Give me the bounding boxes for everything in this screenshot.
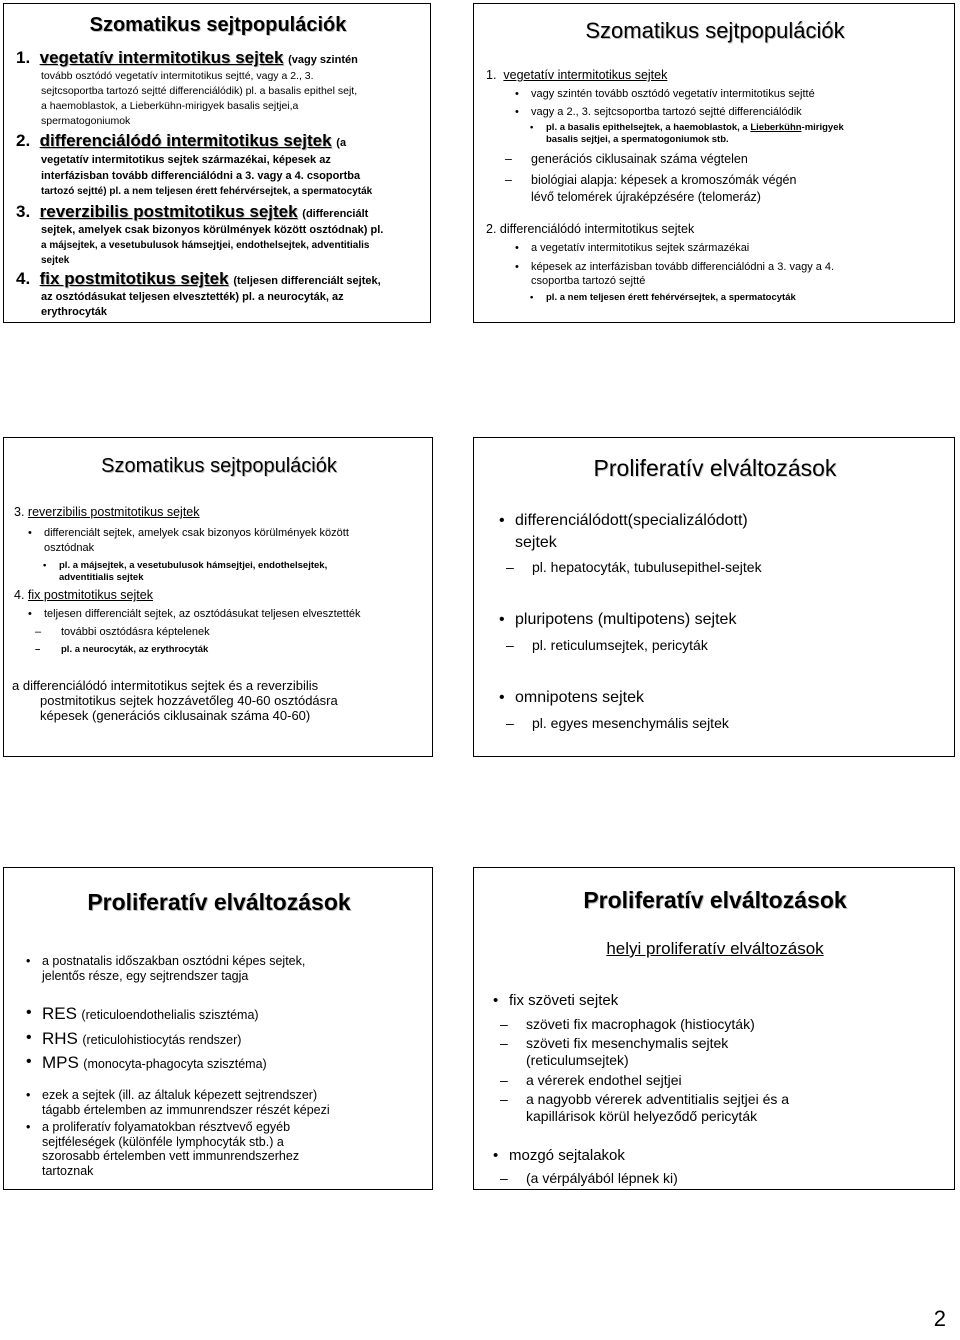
item-heading: reverzibilis postmitotikus sejtek (39, 202, 298, 221)
slide-4 (473, 437, 955, 757)
item-description (41, 69, 357, 129)
text-line: – a nagyobb vérerek adventitialis sejtjei és a (526, 1091, 790, 1107)
text-line: sejtféleségek (különféle lymphocyták stb.) a (42, 1134, 284, 1149)
list-item-3 (16, 202, 368, 222)
slide-title: Proliferatív elváltozások (87, 889, 351, 915)
slide-1 (3, 3, 431, 323)
list-item-2 (16, 131, 346, 151)
text-line: • a proliferatív folyamatokban résztvevő egyéb (42, 1120, 291, 1134)
slide-5 (3, 867, 433, 1190)
dash-item: – további osztódásra képtelenek (61, 626, 210, 638)
text-line: a differenciálódó intermitotikus sejtek és a reverzibilis (12, 678, 319, 693)
item-heading: reverzibilis postmitotikus sejtek (27, 505, 200, 519)
lieberkuhn-link[interactable]: Lieberkühn (750, 122, 802, 133)
dash-item (526, 1091, 789, 1125)
bullet-item: • vagy szintén tovább osztódó vegetatív intermitotikus sejtté (531, 88, 815, 100)
text-line: tartozó sejtté) pl. a nem teljesen érett fehérvérsejtek, a spermatocyták (41, 186, 373, 197)
text-line: (reticuloendothelialis szisztéma) (81, 1008, 259, 1022)
bullet-item (42, 1053, 267, 1073)
dash-item (526, 1035, 728, 1069)
bullet-item: • pl. a nem teljesen érett fehérvérsejtek, a spermatocyták (546, 292, 796, 303)
text-line: – szöveti fix mesenchymalis sejtek (526, 1035, 729, 1051)
text-line: – biológiai alapja: képesek a kromoszómák végén (531, 173, 797, 187)
text-line: -mirigyek (801, 122, 844, 133)
text-line: • a postnatalis időszakban osztódni képes sejtek, (42, 954, 306, 968)
dash-item: – (a vérpályából lépnek ki) (526, 1170, 678, 1186)
text-line: postmitotikus sejtek hozzávetőleg 40-60 osztódásra (40, 693, 338, 708)
text-line: sejtcsoportba tartozó sejtté differenciálódik) pl. a basalis epithel sejt, (41, 85, 358, 97)
slide-subtitle: helyi proliferatív elváltozások (606, 939, 824, 958)
item-heading: vegetatív intermitotikus sejtek (39, 48, 284, 67)
item-number: 4. (14, 588, 25, 602)
text-line: tágabb értelemben az immunrendszer részét képezi (42, 1103, 330, 1117)
text-line: spermatogoniumok (41, 115, 131, 127)
item-number: 3. (14, 505, 25, 519)
item-heading: vegetatív intermitotikus sejtek (503, 68, 668, 82)
bullet-item (546, 122, 844, 146)
slide-6 (473, 867, 955, 1190)
item-description (41, 290, 344, 320)
dash-item: – generációs ciklusainak száma végtelen (531, 152, 748, 166)
text-line: adventitialis sejtek (59, 572, 144, 583)
slide-title: Szomatikus sejtpopulációk (89, 14, 347, 36)
slide-title: Proliferatív elváltozások (583, 887, 847, 913)
item-number: 3. (16, 202, 31, 221)
text-line: interfázisban tovább differenciálódni a 3. vagy a 4. csoportba (41, 170, 361, 182)
dash-item (531, 172, 796, 206)
bullet-item (42, 1120, 299, 1178)
text-line: (reticulohistiocytás rendszer) (82, 1033, 242, 1047)
bullet-item (531, 260, 834, 288)
bullet-item (42, 954, 305, 984)
bullet-item (42, 1029, 241, 1049)
text-line: • képesek az interfázisban tovább differenciálódni a 3. vagy a 4. (531, 261, 835, 273)
item-number: 1. (16, 48, 31, 67)
item-number: 2. (16, 131, 31, 150)
abbr-res: RES (42, 1004, 77, 1023)
text-line: lévő telomérek újraképzésére (telomeráz) (531, 190, 761, 204)
abbr-rhs: RHS (42, 1029, 78, 1048)
text-line: tartoznak (42, 1163, 94, 1178)
text-line: sejtek (41, 255, 70, 266)
text-line: kapillárisok körül helyeződő pericyták (526, 1108, 758, 1124)
bullet-item: • vagy a 2., 3. sejtcsoportba tartozó sejtté differenciálódik (531, 106, 802, 118)
item-text: (teljesen differenciált sejtek, (233, 275, 381, 287)
text-line: • differenciált sejtek, amelyek csak bizonyos körülmények között (44, 527, 349, 539)
item-description (41, 152, 372, 200)
section-heading: 2. differenciálódó intermitotikus sejtek (486, 222, 695, 236)
section-heading (14, 588, 153, 602)
page-number: 2 (933, 1306, 946, 1331)
text-line: basalis sejtjei, a spermatogoniumok stb. (546, 134, 729, 145)
dash-item: – szöveti fix macrophagok (histiocyták) (526, 1016, 755, 1032)
bullet-item: • mozgó sejtalakok (509, 1147, 625, 1164)
item-number: 4. (16, 269, 31, 288)
text-line: (monocyta-phagocyta szisztéma) (83, 1057, 267, 1071)
bullet-item: • omnipotens sejtek (515, 689, 644, 707)
text-line: • differenciálódott(specializálódott) (515, 512, 748, 529)
section-heading (486, 68, 667, 82)
dash-item: – a vérerek endothel sejtjei (526, 1072, 682, 1088)
bullet-item (44, 526, 349, 556)
item-number: 1. (486, 68, 497, 82)
text-line: szorosabb értelemben vett immunrendszerhez (42, 1149, 300, 1163)
dash-item: – pl. hepatocyták, tubulusepithel-sejtek (532, 559, 762, 575)
text-line: sejtek (515, 534, 557, 551)
text-line: csoportba tartozó sejtté (531, 275, 646, 287)
list-item-4 (16, 269, 381, 289)
slide-title: Szomatikus sejtpopulációk (585, 18, 845, 43)
item-heading: fix postmitotikus sejtek (27, 588, 153, 602)
text-line: pl. a basalis epithelsejtek, a haemoblastok, a (546, 122, 748, 133)
text-line: képesek (generációs ciklusainak száma 40-60) (40, 708, 311, 723)
text-line: az osztódásukat teljesen elvesztették) pl. a neurocyták, az (41, 291, 344, 303)
bullet-item (42, 1004, 259, 1024)
bullet-item (515, 510, 748, 554)
text-line: vegetatív intermitotikus sejtek származékai, képesek az (41, 154, 331, 166)
text-line: osztódnak (44, 542, 95, 554)
text-line: • pl. a májsejtek, a vesetubulusok hámsejtjei, endothelsejtek, (59, 560, 328, 571)
item-text: (a (336, 137, 347, 149)
abbr-mps: MPS (42, 1053, 79, 1072)
bullet-item (59, 560, 327, 584)
text-line: (reticulumsejtek) (526, 1052, 629, 1068)
bullet-item: • a vegetatív intermitotikus sejtek származékai (531, 242, 749, 254)
bullet-item: • fix szöveti sejtek (509, 992, 618, 1009)
dash-item: – pl. a neurocyták, az erythrocyták (61, 644, 208, 655)
item-description (41, 223, 383, 268)
text-line: jelentős része, egy sejtrendszer tagja (42, 969, 249, 983)
item-heading: differenciálódó intermitotikus sejtek (39, 131, 332, 150)
text-line: a májsejtek, a vesetubulusok hámsejtjei, endothelsejtek, adventitialis (41, 240, 370, 251)
slide-2 (473, 3, 955, 323)
dash-item: – pl. reticulumsejtek, pericyták (532, 637, 708, 653)
text-line: sejtek, amelyek csak bizonyos körülmények között osztódnak) pl. (41, 224, 384, 236)
dash-item: – pl. egyes mesenchymális sejtek (532, 715, 729, 731)
bullet-item: • pluripotens (multipotens) sejtek (515, 611, 736, 629)
section-heading (14, 505, 200, 519)
text-line: a haemoblastok, a Lieberkühn-mirigyek basalis sejtjei,a (41, 100, 299, 112)
item-text: (vagy szintén (288, 54, 358, 66)
slide-title: Szomatikus sejtpopulációk (101, 455, 337, 477)
list-item-1 (16, 48, 358, 68)
text-line: erythrocyták (41, 306, 108, 318)
slide-title: Proliferatív elváltozások (593, 455, 837, 481)
bullet-item (42, 1088, 330, 1118)
item-text: (differenciált (302, 208, 369, 220)
item-heading: fix postmitotikus sejtek (39, 269, 229, 288)
text-line: tovább osztódó vegetatív intermitotikus sejtté, vagy a 2., 3. (41, 70, 314, 82)
text-line: • ezek a sejtek (ill. az általuk képezett sejtrendszer) (42, 1088, 318, 1102)
slide-notes (12, 678, 338, 723)
bullet-item: • teljesen differenciált sejtek, az osztódásukat teljesen elvesztették (44, 608, 361, 620)
